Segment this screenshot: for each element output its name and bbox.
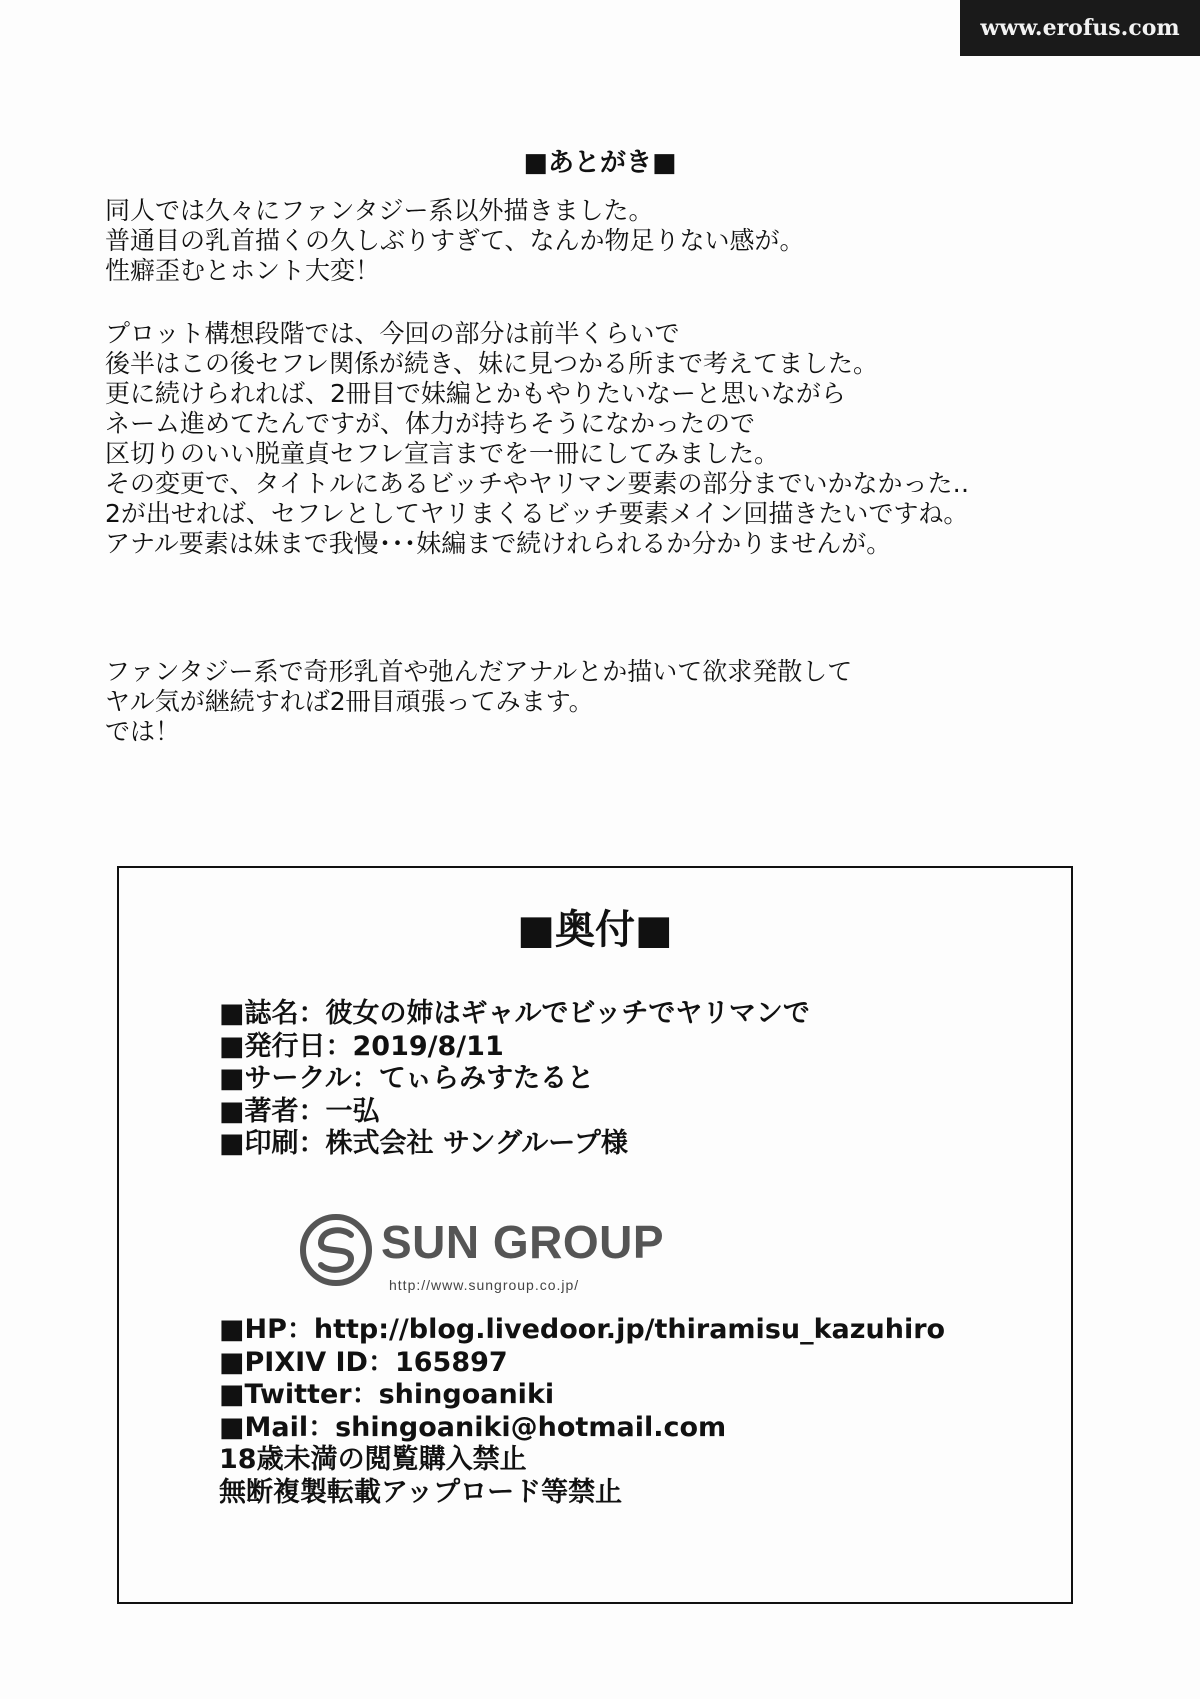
afterword-paragraph-1: 同人では久々にファンタジー系以外描きました。 普通目の乳首描くの久しぶりすぎて、なんか物足りない感が。 性癖歪むとホント大変！ <box>105 196 805 285</box>
afterword-paragraph-3: ファンタジー系で奇形乳首や弛んだアナルとか描いて欲求発散して ヤル気が継続すれば2冊目頑張ってみます。 では！ <box>105 657 853 746</box>
info-line-date: ■発行日：2019/8/11 <box>219 1030 504 1062</box>
info-line-title: ■誌名：彼女の姉はギャルでビッチでヤリマンで <box>219 998 810 1029</box>
contact-homepage: ■HP：http://blog.livedoor.jp/thiramisu_kazuhiro <box>219 1314 946 1345</box>
colophon-contact-list <box>219 1314 945 1509</box>
logo-name: SUN GROUP <box>381 1216 665 1268</box>
site-watermark <box>960 0 1200 56</box>
contact-mail: ■Mail：shingoaniki@hotmail.com <box>219 1411 727 1443</box>
age-restriction-notice: 18歳未満の閲覧購入禁止 <box>219 1444 527 1475</box>
contact-twitter: ■Twitter：shingoaniki <box>219 1379 555 1410</box>
info-line-author: ■著者：一弘 <box>219 1095 380 1127</box>
colophon-title: ■奥付■ <box>517 907 673 953</box>
sun-group-emblem-icon <box>299 1213 373 1287</box>
afterword-title: ■あとがき■ <box>523 148 677 178</box>
afterword-paragraph-2: プロット構想段階では、今回の部分は前半くらいで 後半はこの後セフレ関係が続き、妹に見つかる所まで考えてました。 更に続けられれば、2冊目で妹編とかもやりたいなーと思いながら ネーム進めてたんですが、体力が持ちそうになかったので 区切りのいい脱童貞セフレ宣言までを一冊にしてみました。 その変更で、タイトルにあるビッチやヤリマン要素の部分までいかなかった‥ 2が出せれば、セフレとしてヤリまくるビッチ要素メイン回描きたいですね。 アナル要素は妹まで我慢･･･妹編まで続けれられるか分かりませんが。 <box>105 319 970 558</box>
info-line-printer: ■印刷：株式会社 サングループ様 <box>219 1128 628 1159</box>
colophon-box <box>117 866 1073 1604</box>
sun-group-logo <box>299 1213 719 1303</box>
watermark-text: www.erofus.com <box>980 15 1180 41</box>
copyright-notice: 無断複製転載アップロード等禁止 <box>219 1476 623 1508</box>
colophon-info-list <box>219 998 810 1161</box>
info-line-circle: ■サークル：てぃらみすたると <box>219 1063 595 1094</box>
logo-url: http://www.sungroup.co.jp/ <box>389 1277 580 1293</box>
contact-pixiv: ■PIXIV ID：165897 <box>219 1346 508 1378</box>
